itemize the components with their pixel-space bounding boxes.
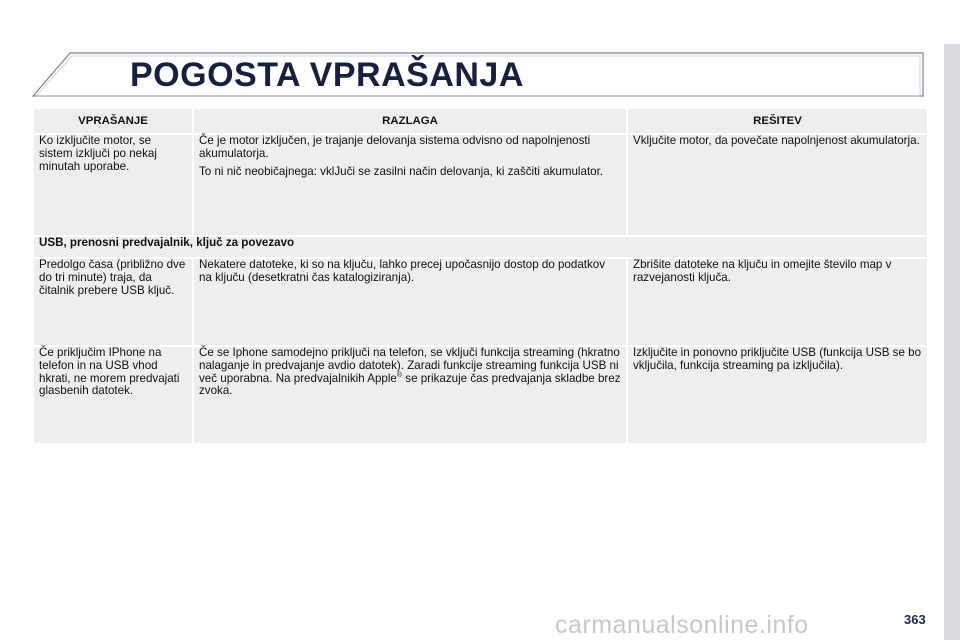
explanation-paragraph: To ni nič neobičajnega: vklJuči se zasilni način delovanja, ki zaščiti akumulator. xyxy=(199,164,604,178)
explanation-paragraph: Če je motor izključen, je trajanje delovanja sistema odvisno od napolnjenosti akumulatorja. xyxy=(199,134,591,160)
solution-cell: Zbrišite datoteke na ključu in omejite število map v razvejanosti ključa. xyxy=(628,259,927,345)
right-margin-bar xyxy=(944,44,960,640)
table-row xyxy=(34,347,927,443)
header-explanation: RAZLAGA xyxy=(194,109,626,133)
header-question: VPRAŠANJE xyxy=(34,109,192,133)
question-cell: Predolgo časa (približno dve do tri minute) traja, da čitalnik prebere USB ključ. xyxy=(34,259,192,345)
registered-mark: ® xyxy=(396,371,403,379)
table-row xyxy=(34,135,927,235)
faq-table xyxy=(32,107,929,445)
title-banner xyxy=(30,48,926,98)
page-title: POGOSTA VPRAŠANJA xyxy=(130,56,524,94)
solution-cell: Vključite motor, da povečate napolnjenost akumulatorja. xyxy=(628,135,927,235)
table-row xyxy=(34,259,927,345)
explanation-text: Če se Iphone samodejno priključi na telefon, se vključi funkcija streaming (hkratno nalaganje in predvajanje avdio datotek). Zaradi funkcije streaming funkcija USB ni več uporabna. Na predvajalnikih Apple xyxy=(199,346,620,385)
explanation-text-end: se prikazuje čas predvajanja skladbe brez zvoka. xyxy=(199,371,621,398)
explanation-cell: Nekatere datoteke, ki so na ključu, lahko precej upočasnijo dostop do podatkov na ključu (desetkratni čas katalogiziranja). xyxy=(194,259,626,345)
question-cell: Če priključim IPhone na telefon in na USB vhod hkrati, ne morem predvajati glasbenih datotek. xyxy=(34,347,192,443)
section-row xyxy=(34,237,927,257)
explanation-cell xyxy=(194,347,626,443)
explanation-cell xyxy=(194,135,626,235)
question-cell: Ko izključite motor, se sistem izključi po nekaj minutah uporabe. xyxy=(34,135,192,235)
section-label: USB, prenosni predvajalnik, ključ za povezavo xyxy=(34,237,927,257)
watermark: carmanualsonline.info xyxy=(555,611,809,639)
solution-cell: Izključite in ponovno priključite USB (funkcija USB se bo vključila, funkcija streaming pa izključila). xyxy=(628,347,927,443)
header-solution: REŠITEV xyxy=(628,109,927,133)
page-number: 363 xyxy=(904,612,926,627)
table-header-row xyxy=(34,109,927,133)
